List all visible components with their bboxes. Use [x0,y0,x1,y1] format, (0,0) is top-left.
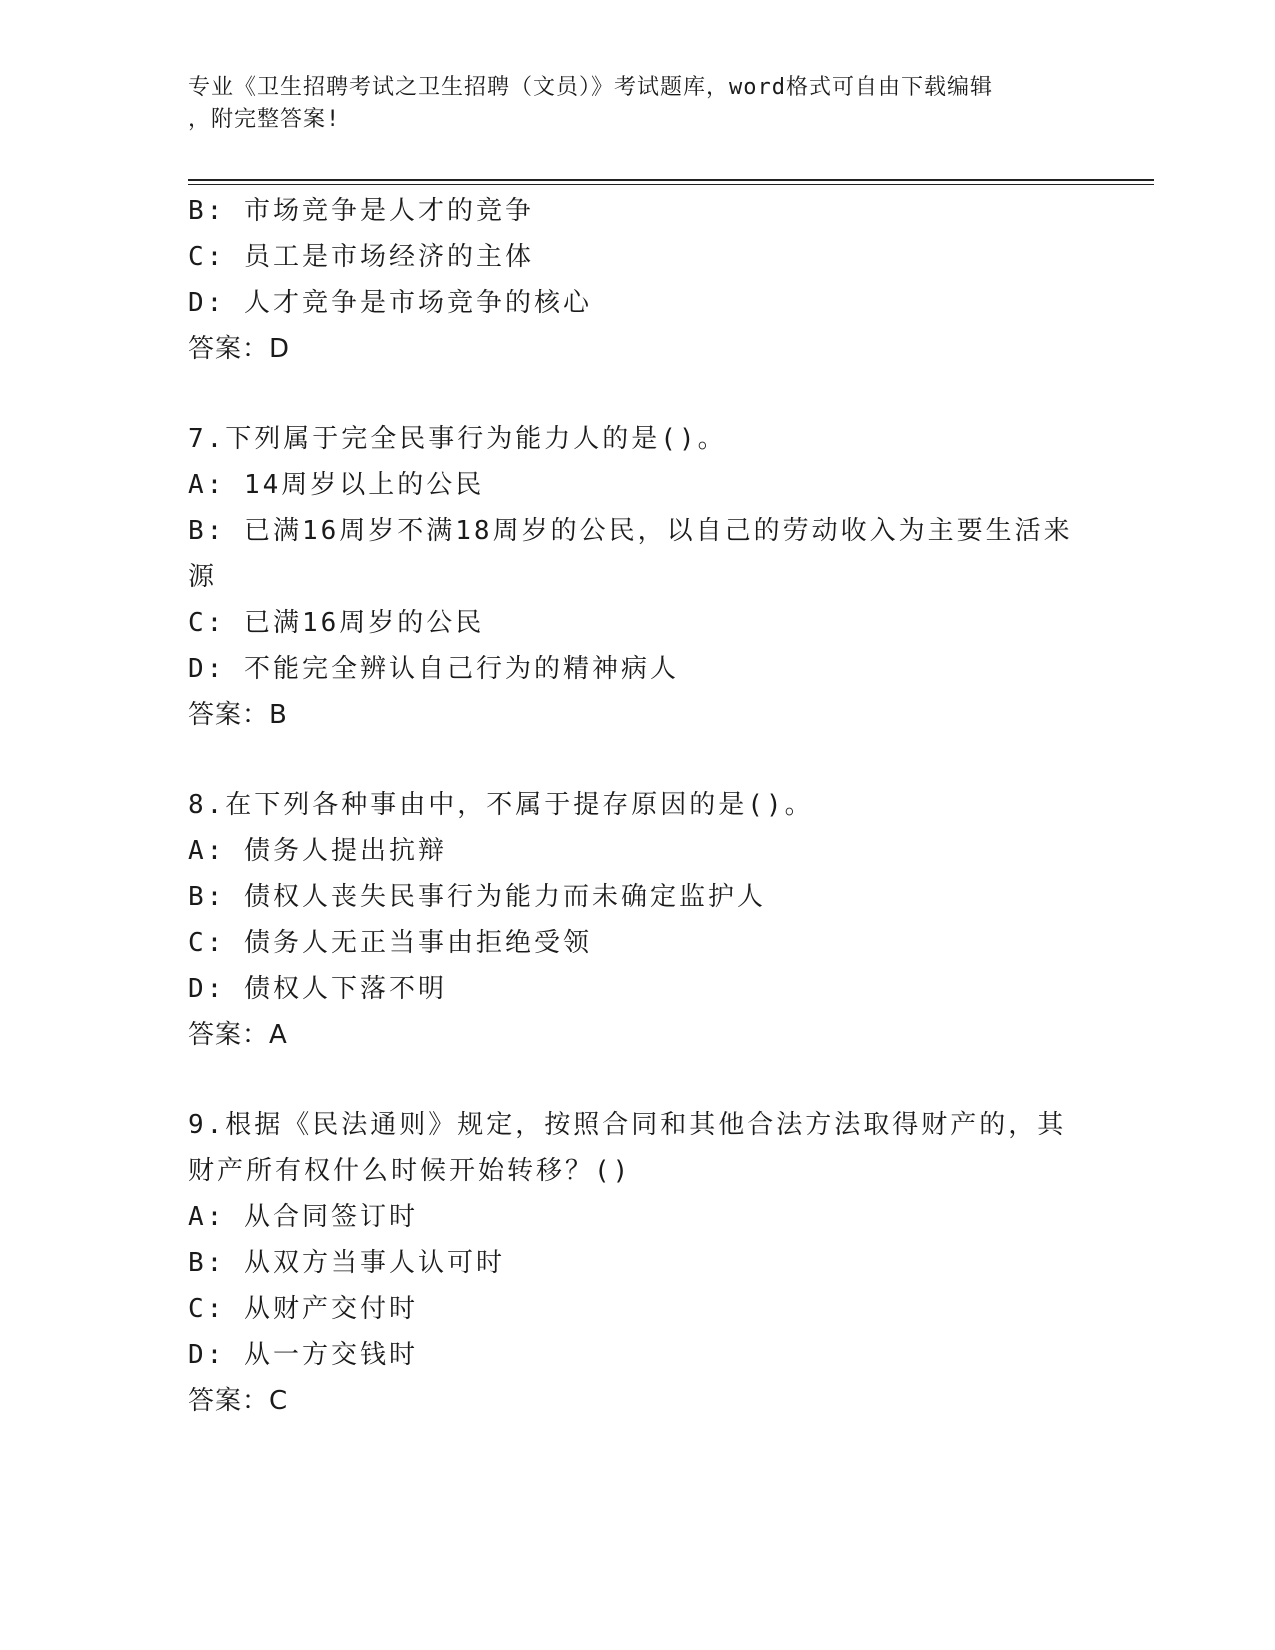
option-line: D: 人才竞争是市场竞争的核心 [188,288,592,318]
page-header [188,72,1068,136]
header-title-line2: ，附完整答案! [188,107,341,132]
question-6-continued [188,188,1088,372]
question-7 [188,416,1088,738]
answer-line: 答案：D [188,334,291,364]
option-line: B: 从双方当事人认可时 [188,1248,505,1278]
answer-line: 答案：C [188,1386,289,1416]
question-stem: 7.下列属于完全民事行为能力人的是()。 [188,424,727,454]
question-stem-continued: 财产所有权什么时候开始转移？() [188,1156,632,1186]
option-line: C: 员工是市场经济的主体 [188,242,534,272]
spacer [188,738,1088,782]
header-divider [188,179,1154,181]
question-8 [188,782,1088,1058]
header-title-line1: 专业《卫生招聘考试之卫生招聘（文员）》考试题库，word格式可自由下载编辑 [188,75,993,100]
answer-line: 答案：A [188,1020,288,1050]
option-line: B: 市场竞争是人才的竞争 [188,196,534,226]
question-stem: 9.根据《民法通则》规定，按照合同和其他合法方法取得财产的，其 [188,1110,1067,1140]
option-line: A: 债务人提出抗辩 [188,836,447,866]
answer-line: 答案：B [188,700,288,730]
question-list [188,188,1088,1424]
option-line: D: 从一方交钱时 [188,1340,418,1370]
option-line: D: 债权人下落不明 [188,974,447,1004]
header-divider-thin [188,184,1154,185]
option-line: C: 债务人无正当事由拒绝受领 [188,928,592,958]
option-line: A: 14周岁以上的公民 [188,470,485,500]
option-line: B: 债权人丧失民事行为能力而未确定监护人 [188,882,766,912]
spacer [188,372,1088,416]
option-line: D: 不能完全辨认自己行为的精神病人 [188,654,679,684]
question-stem: 8.在下列各种事由中，不属于提存原因的是()。 [188,790,814,820]
option-line: A: 从合同签订时 [188,1202,418,1232]
spacer [188,1058,1088,1102]
question-9 [188,1102,1088,1424]
option-line: C: 已满16周岁的公民 [188,608,485,638]
option-line-continued: 源 [188,562,218,592]
option-line: C: 从财产交付时 [188,1294,418,1324]
option-line: B: 已满16周岁不满18周岁的公民，以自己的劳动收入为主要生活来 [188,516,1073,546]
